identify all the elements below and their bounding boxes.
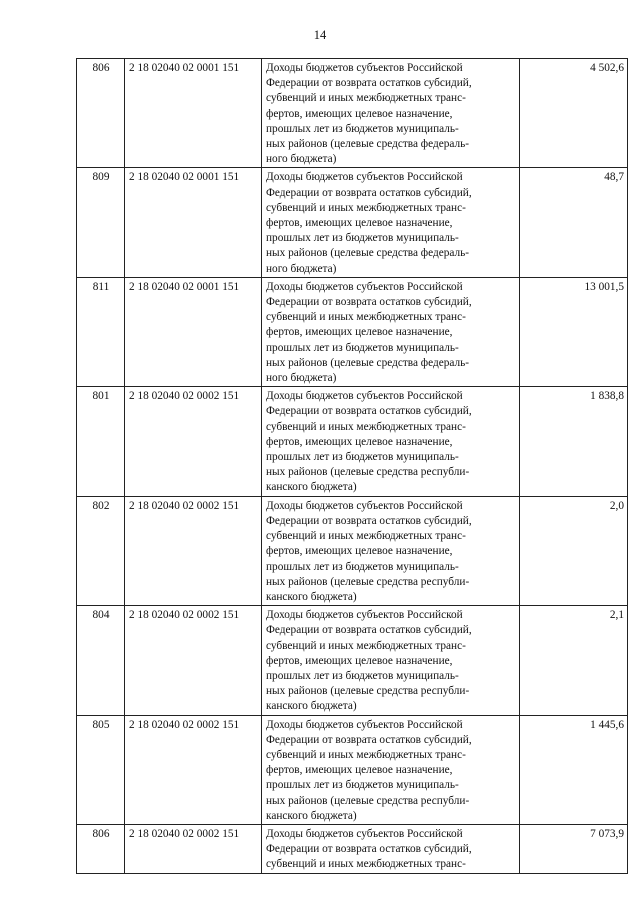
revenue-code-cell: 2 18 02040 02 0002 151	[125, 387, 262, 496]
description-cell: Доходы бюджетов субъектов Российской Федерации от возврата остатков субсидий, субвенций и иных межбюджетных транс- фертов, имеющих целевое назначение, прошлых лет из бюджетов муниципаль- ных районов (целевые средства федераль- ного бюджета)	[262, 59, 520, 168]
description-cell: Доходы бюджетов субъектов Российской Федерации от возврата остатков субсидий, субвенций и иных межбюджетных транс- фертов, имеющих целевое назначение, прошлых лет из бюджетов муниципаль- ных районов (целевые средства республи- канского бюджета)	[262, 496, 520, 605]
description-cell: Доходы бюджетов субъектов Российской Федерации от возврата остатков субсидий, субвенций и иных межбюджетных транс- фертов, имеющих целевое назначение, прошлых лет из бюджетов муниципаль- ных районов (целевые средства республи- канского бюджета)	[262, 387, 520, 496]
admin-code-cell: 809	[77, 168, 125, 277]
amount-cell: 13 001,5	[520, 277, 628, 386]
table-row	[77, 168, 628, 277]
admin-code-cell: 806	[77, 824, 125, 873]
admin-code-cell: 804	[77, 606, 125, 715]
page-number: 14	[313, 28, 327, 42]
admin-code-cell: 811	[77, 277, 125, 386]
admin-code-cell: 806	[77, 59, 125, 168]
amount-cell: 7 073,9	[520, 824, 628, 873]
description-cell: Доходы бюджетов субъектов Российской Федерации от возврата остатков субсидий, субвенций и иных межбюджетных транс-	[262, 824, 520, 873]
amount-cell: 2,0	[520, 496, 628, 605]
amount-cell: 2,1	[520, 606, 628, 715]
table-row	[77, 606, 628, 715]
table-row	[77, 496, 628, 605]
revenue-code-cell: 2 18 02040 02 0001 151	[125, 59, 262, 168]
admin-code-cell: 802	[77, 496, 125, 605]
amount-cell: 48,7	[520, 168, 628, 277]
amount-cell: 1 445,6	[520, 715, 628, 824]
budget-revenue-table	[76, 58, 628, 874]
admin-code-cell: 805	[77, 715, 125, 824]
table-row	[77, 277, 628, 386]
revenue-code-cell: 2 18 02040 02 0001 151	[125, 277, 262, 386]
table-row	[77, 387, 628, 496]
description-cell: Доходы бюджетов субъектов Российской Федерации от возврата остатков субсидий, субвенций и иных межбюджетных транс- фертов, имеющих целевое назначение, прошлых лет из бюджетов муниципаль- ных районов (целевые средства федераль- ного бюджета)	[262, 277, 520, 386]
table-row	[77, 824, 628, 873]
description-cell: Доходы бюджетов субъектов Российской Федерации от возврата остатков субсидий, субвенций и иных межбюджетных транс- фертов, имеющих целевое назначение, прошлых лет из бюджетов муниципаль- ных районов (целевые средства республи- канского бюджета)	[262, 606, 520, 715]
revenue-code-cell: 2 18 02040 02 0002 151	[125, 496, 262, 605]
revenue-code-cell: 2 18 02040 02 0002 151	[125, 606, 262, 715]
table-row	[77, 59, 628, 168]
revenue-code-cell: 2 18 02040 02 0001 151	[125, 168, 262, 277]
admin-code-cell: 801	[77, 387, 125, 496]
description-cell: Доходы бюджетов субъектов Российской Федерации от возврата остатков субсидий, субвенций и иных межбюджетных транс- фертов, имеющих целевое назначение, прошлых лет из бюджетов муниципаль- ных районов (целевые средства республи- канского бюджета)	[262, 715, 520, 824]
amount-cell: 4 502,6	[520, 59, 628, 168]
revenue-code-cell: 2 18 02040 02 0002 151	[125, 715, 262, 824]
description-cell: Доходы бюджетов субъектов Российской Федерации от возврата остатков субсидий, субвенций и иных межбюджетных транс- фертов, имеющих целевое назначение, прошлых лет из бюджетов муниципаль- ных районов (целевые средства федераль- ного бюджета)	[262, 168, 520, 277]
revenue-code-cell: 2 18 02040 02 0002 151	[125, 824, 262, 873]
amount-cell: 1 838,8	[520, 387, 628, 496]
table-row	[77, 715, 628, 824]
